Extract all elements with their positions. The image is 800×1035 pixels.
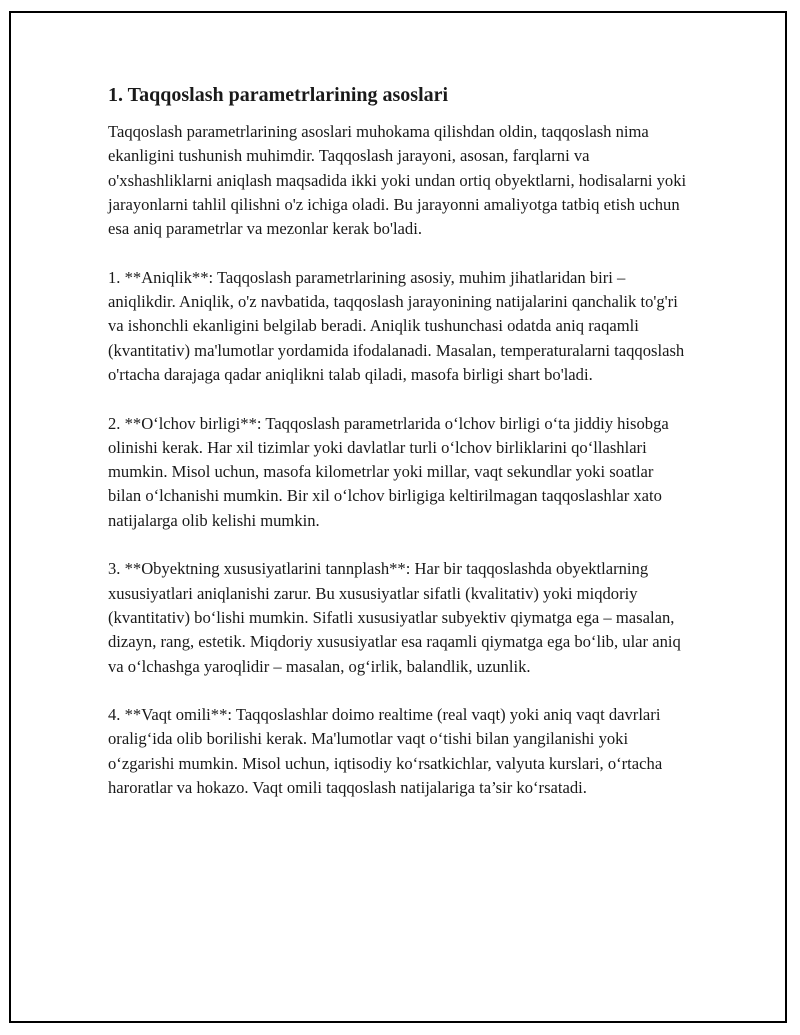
intro-paragraph: Taqqoslash parametrlarining asoslari muhokama qilishdan oldin, taqqoslash nima ekanligini tushunish muhimdir. Taqqoslash jarayoni, asosan, farqlarni va o'xshashliklarni aniqlash maqsadida ikki yoki undan ortiq obyektlarni, hodisalarni yoki jarayonlarni tahlil qilishni o'z ichiga oladi. Bu jarayonni amaliyotga tatbiq etish uchun esa aniq parametrlar va mezonlar kerak bo'ladi. bbox=[108, 122, 687, 239]
paragraph-olchov-birligi: 2. **O‘lchov birligi**: Taqqoslash parametrlarida o‘lchov birligi o‘ta jiddiy hisobga olinishi kerak. Har xil tizimlar yoki davlatlar turli o‘lchov birliklarini qo‘llashlari mumkin. Misol uchun, masofa kilometrlar yoki millar, vaqt sekundlar yoki soatlar bilan o‘lchanishi mumkin. Bir xil o‘lchov birligiga keltirilmagan taqqoslashlar xato natijalarga olib kelishi mumkin. bbox=[108, 413, 669, 530]
section-title: 1. Taqqoslash parametrlarining asoslari bbox=[108, 84, 449, 106]
document-body bbox=[108, 82, 688, 825]
paragraph-aniqlik: 1. **Aniqlik**: Taqqoslash parametrlarining asosiy, muhim jihatlaridan biri – aniqlikdir. Aniqlik, o'z navbatida, taqqoslash jarayonining natijalarini qanchalik to'g'ri va ishonchli ekanligini belgilab beradi. Aniqlik tushunchasi odatda aniq raqamli (kvantitativ) ma'lumotlar yordamida ifodalanadi. Masalan, temperaturalarni taqqoslash o'rtacha darajaga qadar aniqlikni talab qiladi, masofa birligi shart bo'ladi. bbox=[108, 267, 685, 384]
paragraph-vaqt-omili: 4. **Vaqt omili**: Taqqoslashlar doimo realtime (real vaqt) yoki aniq vaqt davrlari oralig‘ida olib borilishi kerak. Ma'lumotlar vaqt o‘tishi bilan yangilanishi yoki o‘zgarishi mumkin. Misol uchun, iqtisodiy ko‘rsatkichlar, valyuta kurslari, o‘rtacha haroratlar va hokazo. Vaqt omili taqqoslash natijalariga ta’sir ko‘rsatadi. bbox=[108, 705, 663, 798]
paragraph-obyekt-xususiyatlari: 3. **Obyektning xususiyatlarini tannplash**: Har bir taqqoslashda obyektlarning xususiyatlari aniqlanishi zarur. Bu xususiyatlar sifatli (kvalitativ) yoki miqdoriy (kvantitativ) bo‘lishi mumkin. Sifatli xususiyatlar subyektiv qiymatga ega – masalan, dizayn, rang, estetik. Miqdoriy xususiyatlar esa raqamli qiymatga ega bo‘lib, ular aniq va o‘lchashga yaroqlidir – masalan, og‘irlik, balandlik, uzunlik. bbox=[108, 559, 681, 676]
